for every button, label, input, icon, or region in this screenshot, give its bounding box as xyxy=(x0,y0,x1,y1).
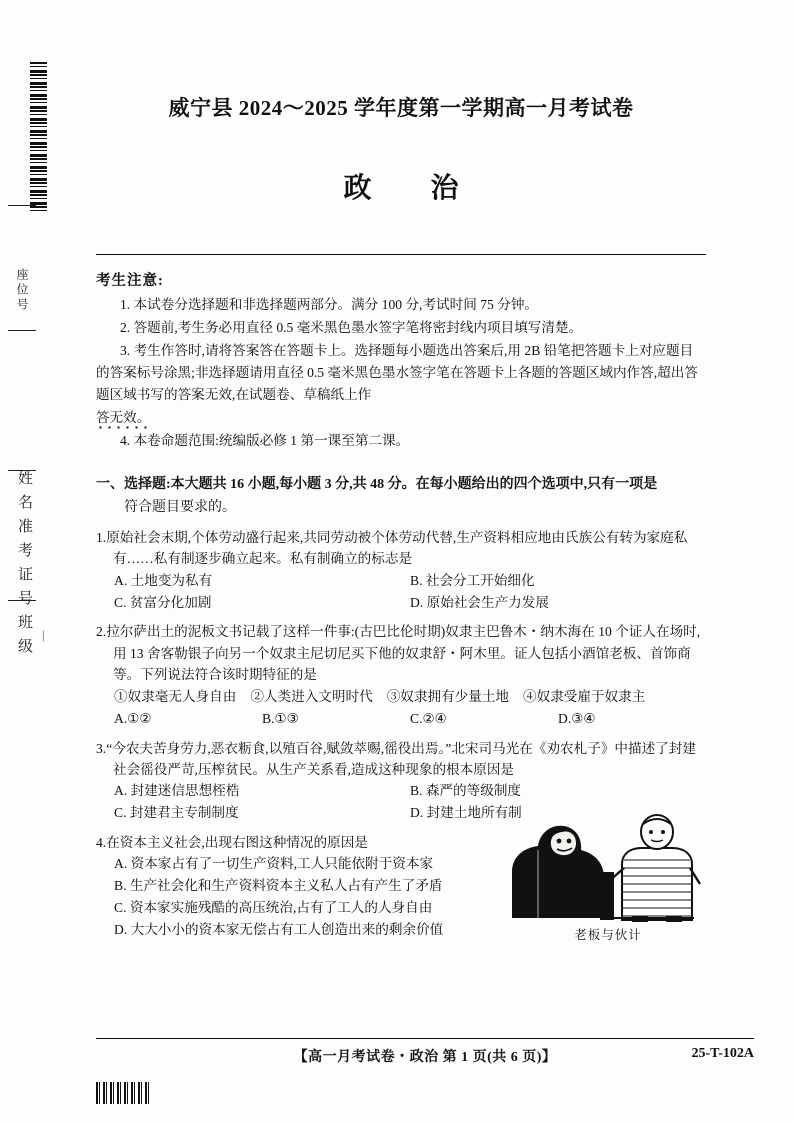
left-margin-strip xyxy=(0,0,86,1122)
question-2 xyxy=(96,621,706,729)
question-3-options-row-1 xyxy=(96,780,706,802)
notice-item-1: 1. 本试卷分选择题和非选择题两部分。满分 100 分,考试时间 75 分钟。 xyxy=(120,297,539,312)
section-desc: 本大题共 16 小题,每小题 3 分,共 48 分。在每小题给出的四个选项中,只有一项是 xyxy=(170,477,658,493)
question-2-stem xyxy=(96,621,706,685)
question-3-text: “今农夫苦身劳力,恶衣粝食,以殖百谷,赋敛萃赐,徭役出焉。”北宋司马光在《劝农札子》中描述了封建社会徭役严苛,压榨贫民。从生产关系看,造成这种现象的根本原因是 xyxy=(106,740,696,777)
question-2-option-b[interactable]: B.①③ xyxy=(262,710,299,726)
section-heading xyxy=(96,474,706,519)
page-footer xyxy=(96,1044,754,1074)
question-1-options-row-2 xyxy=(96,592,706,614)
notice-item-3-text: 3. 考生作答时,请将答案答在答题卡上。选择题每小题选出答案后,用 2B 铅笔把答题卡上对应题目的答案标号涂黑;非选择题请用直径 0.5 毫米黑色墨水签字笔在答题卡上各题的答题区域内作答, xyxy=(96,343,694,381)
footer-barcode xyxy=(96,1082,152,1104)
question-4-number: 4. xyxy=(96,834,107,850)
question-1-options-row-1 xyxy=(96,570,706,592)
footer-divider xyxy=(96,1038,754,1039)
margin-tick-mark: — xyxy=(37,630,50,642)
footer-paper-code: 25-T-102A xyxy=(691,1046,754,1061)
notice-emphasis-2-line xyxy=(96,407,706,429)
question-1-option-a[interactable]: A. 土地变为私有 xyxy=(114,572,213,588)
question-2-option-c[interactable]: C.②④ xyxy=(410,710,447,726)
question-4-option-d[interactable]: D. 大大小小的资本家无偿占有工人创造出来的剩余价值 xyxy=(114,921,444,937)
question-2-statement-1: ①奴隶毫无人身自由 xyxy=(114,688,237,704)
seat-number-label: 座位号 xyxy=(15,268,29,313)
margin-rule-2 xyxy=(8,330,36,331)
subject-title: 政 治 xyxy=(343,173,485,204)
boss-and-clerk-cartoon-icon xyxy=(504,806,712,924)
notice-item-4: 4. 本卷命题范围:统编版必修 1 第一课至第二课。 xyxy=(120,433,410,449)
notice-list xyxy=(96,294,706,452)
question-2-number: 2. xyxy=(96,624,107,640)
question-2-options xyxy=(96,708,706,730)
question-3-option-b[interactable]: B. 森严的等级制度 xyxy=(410,783,522,799)
question-1-option-c[interactable]: C. 贫富分化加剧 xyxy=(114,594,212,610)
question-1-text: 原始社会末期,个体劳动盛行起来,共同劳动被个体劳动代替,生产资料相应地由氏族公有转为家庭私有……私有制逐步确立起来。私有制确立的标志是 xyxy=(106,529,688,567)
section-desc-2: 符合题目要求的。 xyxy=(124,499,236,515)
question-1 xyxy=(96,527,706,613)
footer-page-info: 【高一月考试卷・政治 第 1 页(共 6 页)】 xyxy=(293,1050,557,1065)
question-3-option-a[interactable]: A. 封建迷信思想桎梏 xyxy=(114,783,240,799)
question-3-option-d[interactable]: D. 封建土地所有制 xyxy=(410,805,522,821)
question-2-text: 拉尔萨出土的泥板文书记载了这样一件事:(古巴比伦时期)奴隶主巴鲁木・纳木海在 10 个证人在场时,用 13 舍客勒银子向另一个奴隶主尼切尼买下他的奴隶舒・阿木里。证人包括小酒馆老板、首饰商等。下列说法符合该时期特征的是 xyxy=(106,624,701,683)
question-4-illustration xyxy=(504,806,712,946)
main-content xyxy=(96,0,706,1122)
section-label: 一、选择题: xyxy=(96,477,171,493)
question-4 xyxy=(96,832,706,940)
question-3-number: 3. xyxy=(96,740,107,756)
question-4-option-c[interactable]: C. 资本家实施残酷的高压统治,占有了工人的人身自由 xyxy=(114,899,433,915)
question-4-option-b[interactable]: B. 生产社会化和生产资料资本主义私人占有产生了矛盾 xyxy=(114,878,443,894)
margin-rule-1 xyxy=(8,205,36,206)
notice-item-2: 2. 答题前,考生务必用直径 0.5 毫米黑色墨水签字笔将密封线内项目填写清楚。 xyxy=(120,320,583,336)
question-1-number: 1. xyxy=(96,529,107,545)
page-title: 威宁县 2024～2025 学年度第一学期高一月考试卷 xyxy=(168,96,634,120)
notice-heading: 考生注意: xyxy=(96,273,164,289)
question-4-option-a[interactable]: A. 资本家占有了一切生产资料,工人只能依附于资本家 xyxy=(114,856,434,872)
question-3-stem xyxy=(96,738,706,781)
notice-emphasis-2: 答无效。 xyxy=(96,410,151,426)
notice-emphasis-1: 超出答题区域书写的答案无效,在试题卷、草稿纸上作 xyxy=(96,365,698,403)
notice-item-3 xyxy=(96,340,706,406)
question-2-option-a[interactable]: A.①② xyxy=(114,710,152,726)
question-2-statement-4: ④奴隶受雇于奴隶主 xyxy=(523,688,646,704)
title-divider xyxy=(96,254,706,255)
question-2-statement-2: ②人类进入文明时代 xyxy=(250,688,373,704)
question-2-statements xyxy=(96,686,706,708)
question-4-stem xyxy=(96,832,496,853)
question-1-option-b[interactable]: B. 社会分工开始细化 xyxy=(410,572,535,588)
question-1-option-d[interactable]: D. 原始社会生产力发展 xyxy=(410,594,549,610)
barcode-vertical xyxy=(30,62,47,212)
question-3-option-c[interactable]: C. 封建君主专制制度 xyxy=(114,805,239,821)
question-2-option-d[interactable]: D.③④ xyxy=(558,710,596,726)
question-4-body xyxy=(96,832,496,940)
question-4-text: 在资本主义社会,出现右图这种情况的原因是 xyxy=(106,834,368,850)
student-info-label: 姓名准考证号班级 xyxy=(16,470,32,662)
question-1-stem xyxy=(96,527,706,570)
figure-caption: 老板与伙计 xyxy=(574,927,642,942)
question-2-statement-3: ③奴隶拥有少量土地 xyxy=(386,688,510,704)
